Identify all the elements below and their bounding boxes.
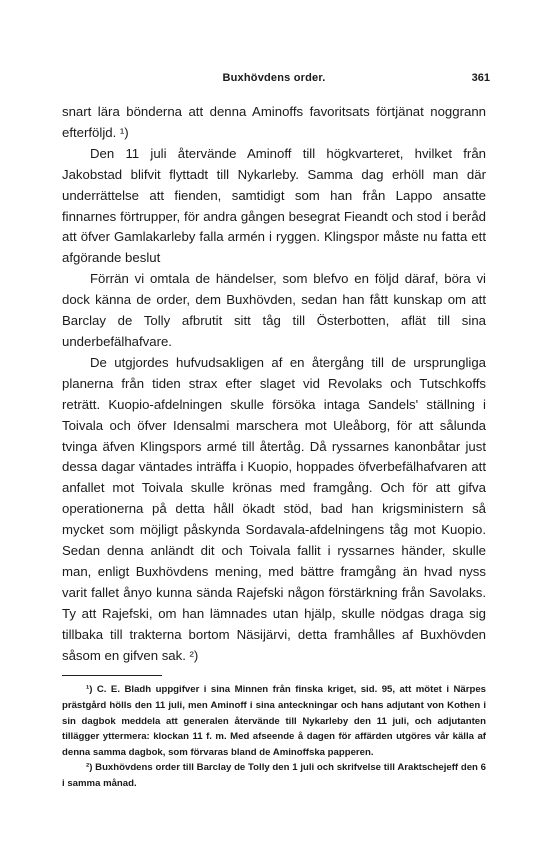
paragraph: Den 11 juli återvände Aminoff till högkvarteret, hvilket från Jakobstad blifvit flyttadt till Nykarleby. Samma dag erhöll man där underrättelse att fienden, samtidigt som han från Lappo ansatte finnarnes förtrupper, för andra gången besegrat Fieandt och stod i beråd att öfver Gamlakarleby falla armén i ryggen. Klingspor måste nu fatta ett afgörande beslut: [62, 145, 486, 266]
footnote: ¹) C. E. Bladh uppgifver i sina Minnen från finska kriget, sid. 95, att mötet i Närpes prästgård hölls den 11 juli, men Aminoff i sina anteckningar och hans adjutant von Kothen i sin dagbok meddela att generalen återvände till Nykarleby den 11 juli, och adjutanten tillägger yttermera: klockan 11 f. m. Med afseende å dagen för affärden utgöres vår källa af denna samma dagbok, som förvaras bland de Aminoffska papperen.: [62, 684, 486, 758]
body-text: [62, 102, 486, 666]
footnote: ²) Buxhövdens order till Barclay de Tolly den 1 juli och skrifvelse till Araktschejeff den 6 i samma månad.: [62, 762, 486, 790]
running-header: [62, 70, 490, 90]
paragraph: De utgjordes hufvudsakligen af en återgång till de ursprungliga planerna från tiden strax efter slaget vid Revolaks och Tutschkoffs reträtt. Kuopio-afdelningen skulle försöka intaga Sandels' ställning i Toivala och öfver Idensalmi marschera mot Uleåborg, för att sålunda tvinga äfven Klingspors armé till återtåg. Då ryssarnes kanonbåtar just dessa dagar väntades inträffa i Kuopio, hoppades öfverbefälhafvaren att anfallet mot Toivala skulle krönas med framgång. Och för att gifva operationerna på detta håll ökadt stöd, bad han krigsministern så mycket som möjligt påskynda Sordavala-afdelningens tåg mot Kuopio. Sedan denna anländt dit och Toivala fallit i ryssarnes händer, skulle man, enligt Buxhövdens mening, med bättre framgång än hvad nyss varit fallet ånyo kunna sända Rajefski någon förstärkning från Savolaks. Ty att Rajefski, om han lämnades utan hjälp, skulle nödgas draga sig tillbaka till trakterna bortom Näsijärvi, detta framhålles af Buxhövden såsom en gifven sak. ²): [62, 354, 486, 663]
page-number: 361: [471, 72, 490, 84]
paragraph: snart lära bönderna att denna Aminoffs favoritsats förtjänat noggrann efterföljd. ¹): [62, 104, 486, 140]
paragraph: Förrän vi omtala de händelser, som blefvo en följd däraf, böra vi dock känna de order, dem Buxhövden, sedan han fått kunskap om att Barclay de Tolly afbrutit sitt tåg till Österbotten, aflät till sina underbefälhafvare.: [62, 271, 486, 349]
book-page: [62, 70, 490, 792]
running-title: Buxhövdens order.: [222, 72, 326, 84]
footnote-divider: [62, 675, 162, 676]
footnotes: [62, 682, 486, 791]
